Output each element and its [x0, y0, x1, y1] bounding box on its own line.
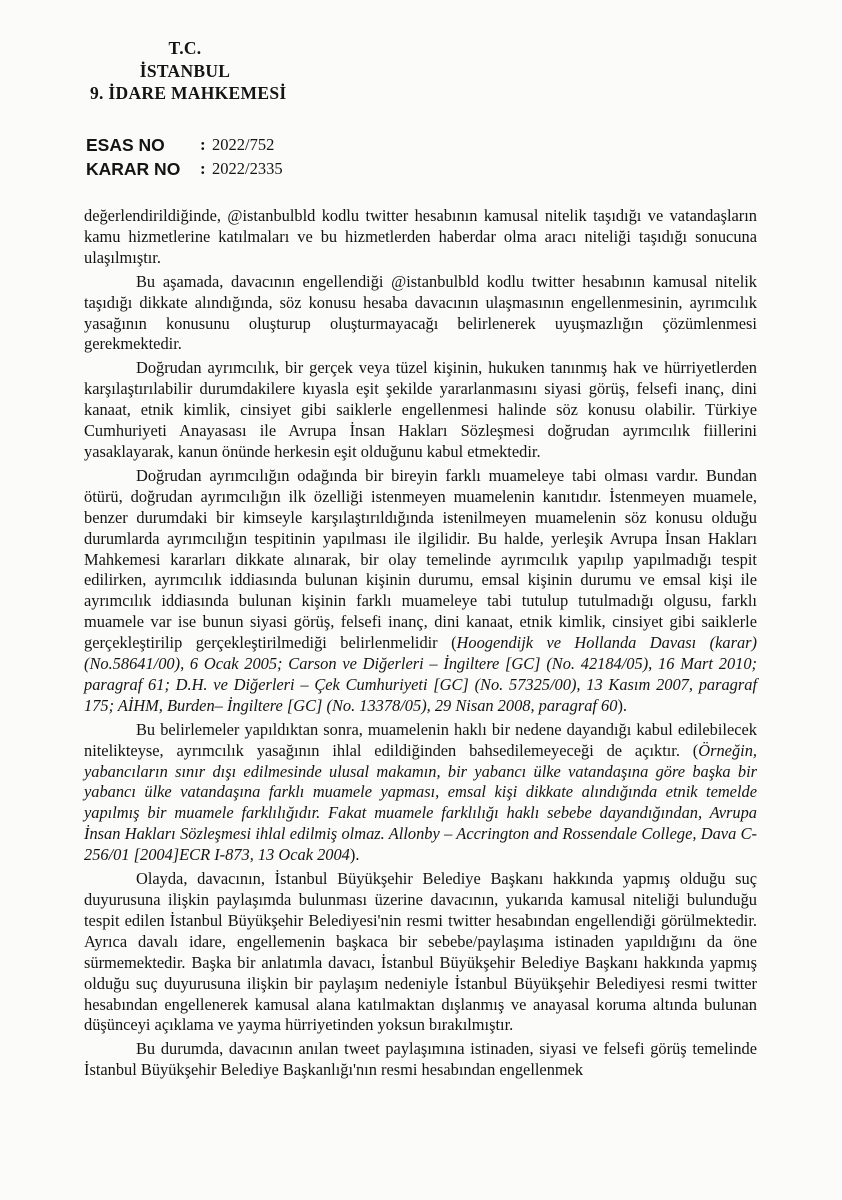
- paragraph-text: Doğrudan ayrımcılığın odağında bir bireyin farklı muameleye tabi olması vardır. Bundan ötürü, doğrudan ayrımcılığın ilk özelliği istenmeyen muamelenin kanıtıdır. İstenmeyen muamele, benzer durumdaki bir kimseyle karşılaştırıldığında istenilmeyen muamelenin söz konusu olduğu durumlarda ayrımcılığın tespitinin yapılması ile ilgilidir. Bu halde, yerleşik Avrupa İnsan Hakları Mahkemesi kararları dikkate alınarak, bir olay temelinde ayrımcılık yapılıp yapılmadığı tespit edilirken, ayrımcılık iddiasında bulunan kişinin durumu, emsal kişinin durumu ve emsal kişi ile ayrımcılık iddiasında bulunan kişinin farklı muameleye tabi tutulup tutulmadığı olgusu, farklı muamele var ise bunun siyasi görüş, felsefi inanç, dini kanaat, etnik kimlik, cinsiyet gibi saiklerle gerçekleştirilip gerçekleştirilmediği belirlenmelidir (: [84, 465, 757, 653]
- paragraph-with-example: [84, 720, 757, 866]
- paragraph-continuation: [84, 206, 757, 269]
- paragraph-text: Bu durumda, davacının anılan tweet paylaşımına istinaden, siyasi ve felsefi görüş temelinde İstanbul Büyükşehir Belediye Başkanlığı'nın resmi hesabından engellenmek: [84, 1039, 757, 1080]
- example-citation: Örneğin, yabancıların sınır dışı edilmesinde ulusal makamın, bir yabancı ülke vatandaşına göre başka bir yabancı ülke vatandaşına farklı muamele yapması, emsal kişi dikkate alındığında etnik temelde yapılmış bir muamele farklılığıdır. Fakat muamele farklılığı haklı sebebe dayandığından, Avrupa İnsan Hakları Sözleşmesi ihlal edilmiş olmaz. Allonby – Accrington and Rossendale College, Dava C-256/01 [2004]ECR I-873, 13 Ocak 2004: [84, 740, 757, 865]
- esas-no-value: 2022/752: [212, 135, 275, 154]
- header-city: İSTANBUL: [139, 60, 231, 81]
- court-header: [90, 37, 287, 105]
- paragraph-truncated: [84, 1039, 757, 1081]
- paragraph: [84, 869, 757, 1036]
- paragraph-with-citation: [84, 466, 757, 717]
- karar-no-value: 2022/2335: [212, 159, 283, 178]
- paragraph-text: Doğrudan ayrımcılık, bir gerçek veya tüzel kişinin, hukuken tanınmış hak ve hürriyetlerden karşılaştırılabilir durumdakilere kıyasla eşit şekilde yararlanmasını siyasi görüş, felsefi inanç, dini kanaat, etnik kimlik, cinsiyet gibi saiklerle engellenmesi halinde söz konusu olabilir. Türkiye Cumhuriyeti Anayasası ile Avrupa İnsan Hakları Sözleşmesi doğrudan ayrımcılık fiillerini yasaklayarak, kanun önünde herkesin eşit olduğunu kabul etmektedir.: [84, 358, 757, 461]
- header-tc: T.C.: [168, 38, 202, 58]
- paragraph-text: değerlendirildiğinde, @istanbulbld kodlu twitter hesabının kamusal nitelik taşıdığı ve vatandaşların kamu hizmetlerine katılmaları ve bu hizmetlerden haberdar olma aracı niteliği taşıdığı sonucuna ulaşılmıştır.: [84, 206, 757, 267]
- header-court-name: 9. İDARE MAHKEMESİ: [90, 83, 287, 103]
- karar-no-row: [86, 158, 486, 182]
- paragraph-text: Bu belirlemeler yapıldıktan sonra, muamelenin haklı bir nedene dayandığı kabul edilebilecek nitelikteyse, ayrımcılık yasağının ihlal edildiğinden bahsedilemeyeceği de açıktır. (: [84, 719, 757, 760]
- esas-no-row: [86, 134, 486, 158]
- case-references: [86, 134, 486, 182]
- paragraph: [84, 272, 757, 356]
- paragraph-text: Bu aşamada, davacının engellendiği @istanbulbld kodlu twitter hesabının kamusal nitelik taşıdığı dikkate alındığında, söz konusu hesaba davacının ulaşmasının engellenmesinin, ayrımcılık yasağının konusunu oluşturup oluşturmayacağı belirlenerek uyuşmazlığın çözümlenmesi gerekmektedir.: [84, 271, 757, 354]
- decision-body: [84, 206, 757, 1084]
- esas-no-label: ESAS NO: [86, 135, 165, 155]
- paragraph-tail: ).: [617, 695, 628, 715]
- karar-no-colon: :: [200, 159, 206, 178]
- paragraph-tail: ).: [349, 845, 360, 865]
- esas-no-colon: :: [200, 135, 206, 154]
- paragraph-text: Olayda, davacının, İstanbul Büyükşehir Belediye Başkanı hakkında yapmış olduğu suç duyurusuna ilişkin paylaşımda bulunması üzerine davacının, yukarıda kamusal niteliği bulunduğu tespit edilen İstanbul Büyükşehir Belediyesi'nin resmi twitter hesabından engellendiği görülmektedir. Ayrıca davalı idare, engellemenin başkaca bir sebebe/paylaşıma istinaden yapıldığını da öne sürmemektedir. Başka bir anlatımla davacı, İstanbul Büyükşehir Belediye Başkanı hakkında yapmış olduğu suç duyurusuna ilişkin bir paylaşım nedeniyle İstanbul Büyükşehir Belediyesi resmi twitter hesabından engellenerek kamusal alana katılmaktan dışlanmış ve anayasal koruma altında bulunan düşünceyi açıklama ve yayma hürriyetinden yoksun bırakılmıştır.: [84, 869, 757, 1035]
- paragraph: [84, 358, 757, 463]
- karar-no-label: KARAR NO: [86, 159, 181, 179]
- case-law-citation: Hoogendijk ve Hollanda Davası (karar) (No.58641/00), 6 Ocak 2005; Carson ve Diğerleri – İngiltere [GC] (No. 42184/05), 16 Mart 2010; paragraf 61; D.H. ve Diğerleri – Çek Cumhuriyeti [GC] (No. 57325/00), 13 Kasım 2007, paragraf 175; AİHM, Burden– İngiltere [GC] (No. 13378/05), 29 Nisan 2008, paragraf 60: [84, 633, 757, 715]
